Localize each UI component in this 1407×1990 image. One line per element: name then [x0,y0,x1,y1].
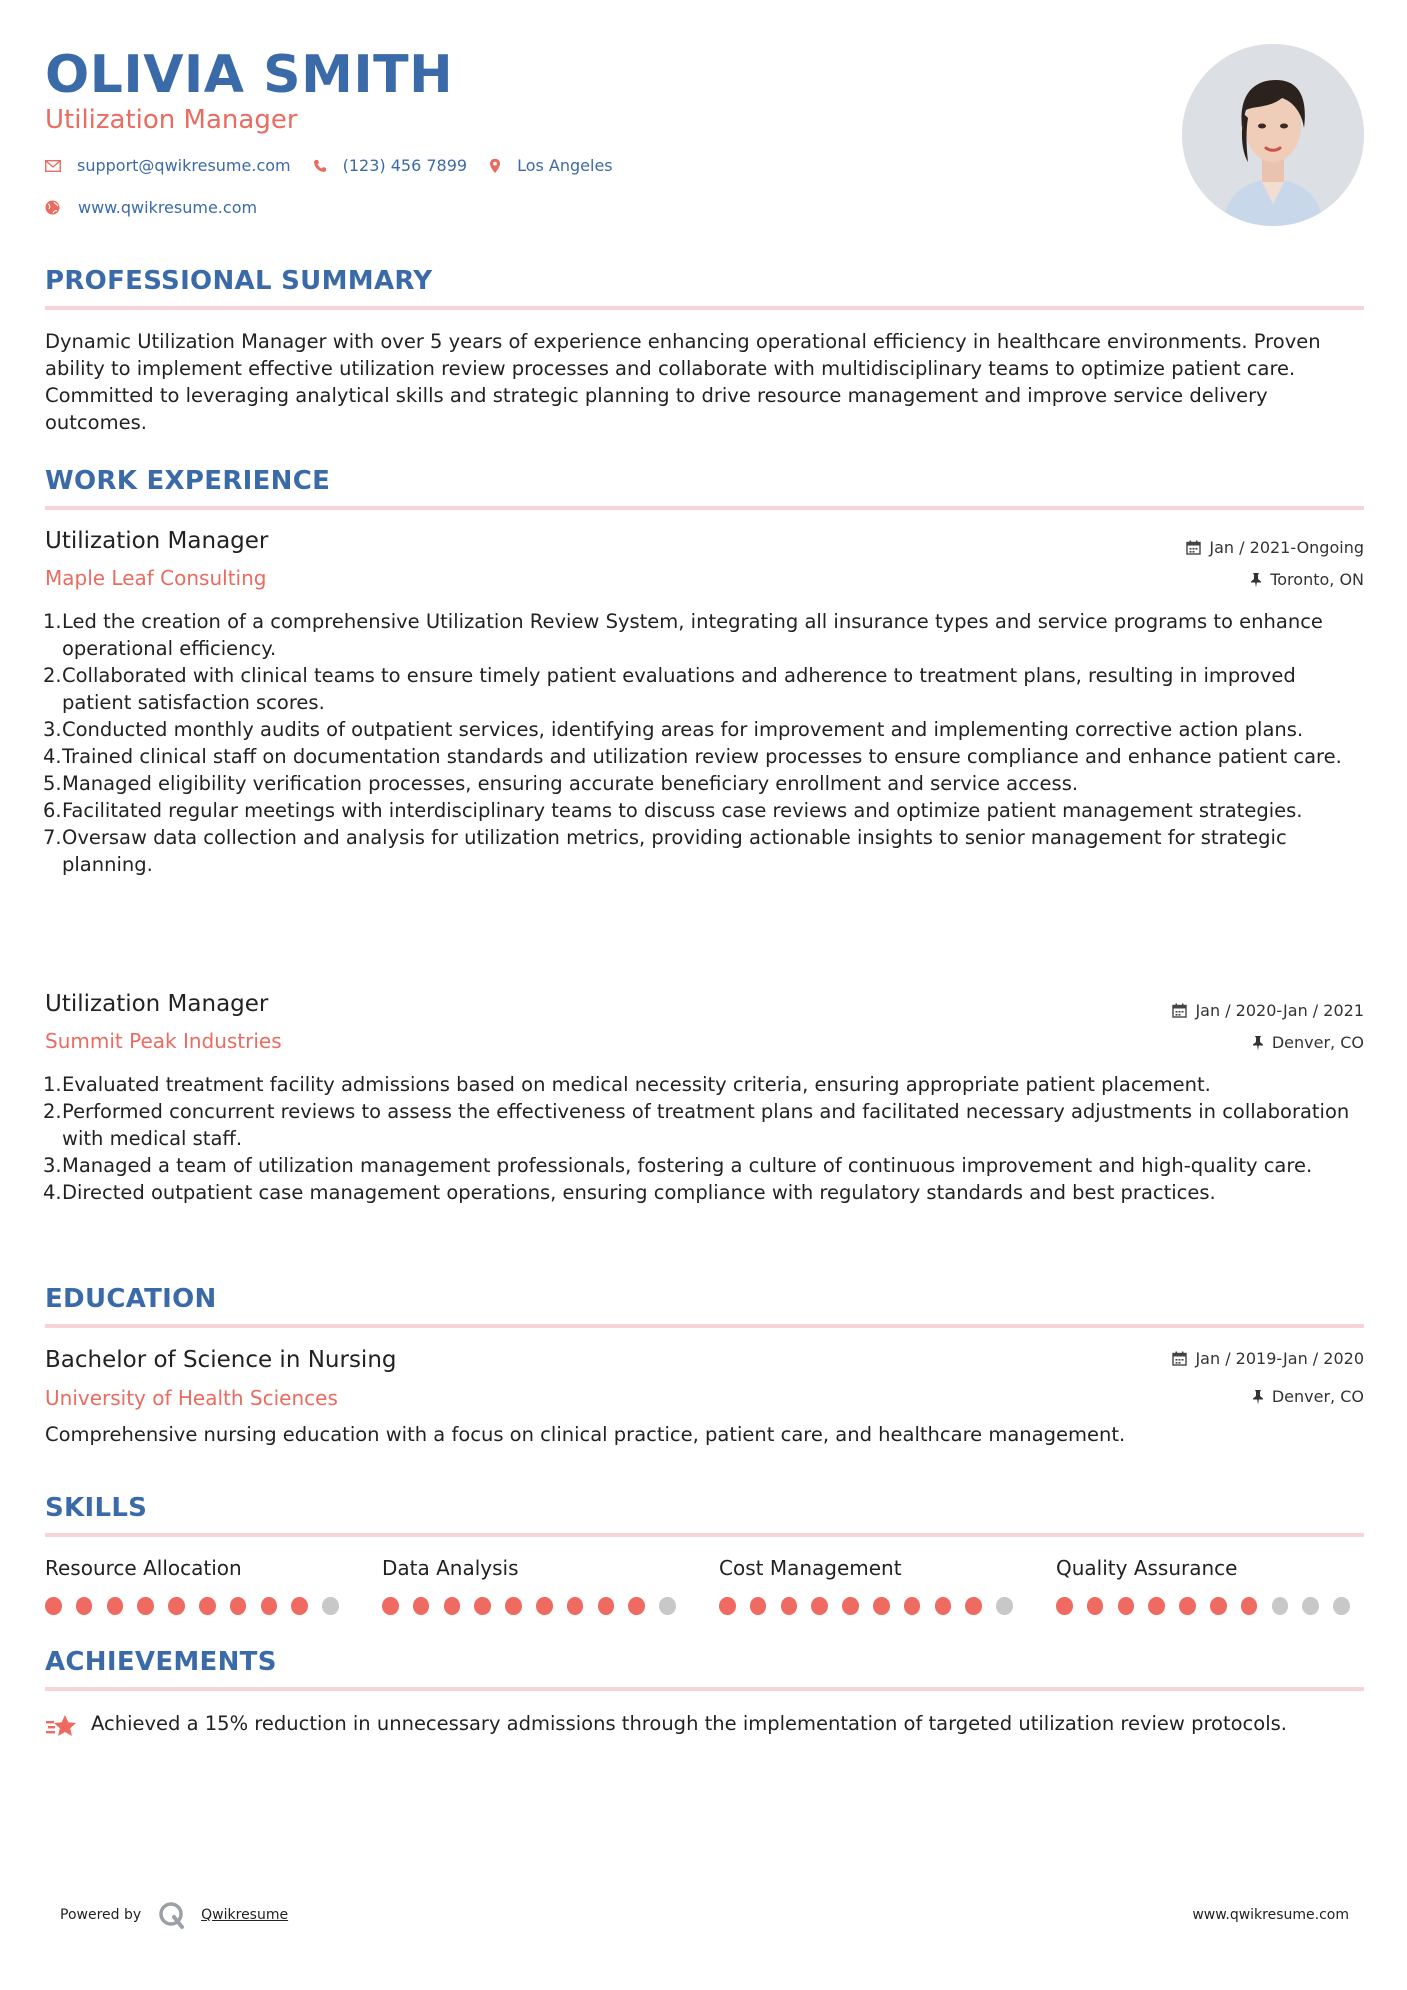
skill-dot-filled [261,1597,278,1615]
powered-by-label: Powered by [60,1907,142,1923]
skill-dot-filled [291,1597,308,1615]
candidate-name: OLIVIA SMITH [45,45,454,105]
job-location [1250,570,1364,589]
job-bullet: Evaluated treatment facility admissions based on medical necessity criteria, ensuring appropriate patient placement. [62,1073,1211,1096]
footer-powered-by [60,1900,288,1930]
job-title: Utilization Manager [45,528,269,554]
job-bullet: Trained clinical staff on documentation standards and utilization review processes to ensure compliance and enhance patient care. [62,745,1342,768]
skill-dot-empty [1272,1597,1289,1615]
skill-dot-filled [904,1597,921,1615]
profile-photo [1182,44,1364,226]
job-bullet: Managed a team of utilization management professionals, fostering a culture of continuous improvement and high-quality care. [62,1154,1313,1177]
pushpin-icon [1252,1389,1264,1405]
skills-divider [45,1533,1364,1537]
skill-dot-filled [935,1597,952,1615]
skill-dot-filled [1210,1597,1227,1615]
job-bullets [45,608,1365,878]
experience-heading: WORK EXPERIENCE [45,466,331,496]
skill-rating [1056,1597,1364,1615]
skill-dot-filled [1056,1597,1073,1615]
education-dates-text: Jan / 2019-Jan / 2020 [1195,1349,1364,1368]
skill-dot-filled [873,1597,890,1615]
skill-dot-filled [842,1597,859,1615]
job-location-text: Toronto, ON [1270,570,1364,589]
degree-title: Bachelor of Science in Nursing [45,1347,397,1373]
qwikresume-logo-icon [157,1900,187,1930]
achievement-item [45,1710,1365,1740]
skill-dot-filled [413,1597,430,1615]
skill-item [45,1555,353,1615]
job-dates-text: Jan / 2021-Ongoing [1209,538,1364,557]
company-name: Summit Peak Industries [45,1029,282,1053]
skill-dot-filled [811,1597,828,1615]
skill-rating [719,1597,1027,1615]
website-text[interactable]: www.qwikresume.com [78,198,258,217]
skill-name: Data Analysis [382,1556,519,1580]
skill-dot-filled [382,1597,399,1615]
summary-text: Dynamic Utilization Manager with over 5 years of experience enhancing operational efficiency in healthcare environments. Proven ability to implement effective utilization review processes and collaborate with multidisciplinary teams to optimize patient care. Committed to leveraging analytical skills and strategic planning to drive resource management and improve service delivery outcomes. [45,330,1321,434]
skill-dot-filled [1118,1597,1135,1615]
contact-email[interactable] [45,156,291,175]
envelope-icon [45,160,61,172]
achievements-divider [45,1687,1364,1691]
job-bullet: Led the creation of a comprehensive Utilization Review System, integrating all insurance types and service programs to enhance operational efficiency. [62,610,1323,660]
job-bullet: Managed eligibility verification processes, ensuring accurate beneficiary enrollment and service access. [62,772,1079,795]
skill-dot-empty [322,1597,339,1615]
skill-dot-filled [719,1597,736,1615]
candidate-role: Utilization Manager [45,105,298,135]
job-bullet: Facilitated regular meetings with interdisciplinary teams to discuss case reviews and optimize patient management strategies. [62,799,1303,822]
skill-dot-empty [659,1597,676,1615]
education-description: Comprehensive nursing education with a focus on clinical practice, patient care, and healthcare management. [45,1423,1126,1446]
education-location-text: Denver, CO [1271,1387,1364,1406]
job-bullet: Oversaw data collection and analysis for utilization metrics, providing actionable insights to senior management for strategic planning. [62,826,1287,876]
school-name: University of Health Sciences [45,1386,338,1410]
skill-dot-filled [199,1597,216,1615]
summary-divider [45,306,1364,310]
skill-dot-filled [107,1597,124,1615]
skill-name: Quality Assurance [1056,1556,1238,1580]
skill-dot-filled [444,1597,461,1615]
job-bullet: Collaborated with clinical teams to ensure timely patient evaluations and adherence to treatment plans, resulting in improved patient satisfaction scores. [62,664,1296,714]
skill-dot-filled [1241,1597,1258,1615]
calendar-icon [1172,1351,1187,1366]
skill-dot-empty [996,1597,1013,1615]
skill-dot-filled [505,1597,522,1615]
education-heading: EDUCATION [45,1284,217,1314]
location-text: Los Angeles [517,156,613,175]
skill-dot-filled [76,1597,93,1615]
job-bullet: Directed outpatient case management operations, ensuring compliance with regulatory standards and best practices. [62,1181,1216,1204]
pushpin-icon [1252,1035,1264,1051]
company-name: Maple Leaf Consulting [45,566,267,590]
job-bullet: Conducted monthly audits of outpatient services, identifying areas for improvement and implementing corrective action plans. [62,718,1304,741]
portrait-image [1182,44,1364,226]
skill-dot-filled [598,1597,615,1615]
skill-name: Cost Management [719,1556,902,1580]
skill-dot-filled [1179,1597,1196,1615]
contact-website[interactable] [45,198,257,217]
contact-phone[interactable] [313,156,467,175]
skills-heading: SKILLS [45,1493,148,1523]
skill-dot-filled [137,1597,154,1615]
skill-item [719,1555,1027,1615]
skill-dot-filled [45,1597,62,1615]
skill-dot-filled [1087,1597,1104,1615]
contact-location [489,156,613,175]
skill-dot-filled [750,1597,767,1615]
phone-icon [313,159,327,173]
job-location-text: Denver, CO [1271,1033,1364,1052]
skill-dot-empty [1333,1597,1350,1615]
calendar-icon [1172,1003,1187,1018]
map-pin-icon [489,158,501,174]
email-text[interactable]: support@qwikresume.com [77,156,291,175]
skill-name: Resource Allocation [45,1556,242,1580]
job-bullet: Performed concurrent reviews to assess the effectiveness of treatment plans and facilitated necessary adjustments in collaboration with medical staff. [62,1100,1350,1150]
skill-rating [382,1597,690,1615]
job-bullets [45,1071,1365,1206]
skill-dot-filled [628,1597,645,1615]
experience-divider [45,506,1364,510]
education-divider [45,1324,1364,1328]
skill-dot-filled [1148,1597,1165,1615]
skill-dot-filled [536,1597,553,1615]
job-dates [1172,1001,1364,1020]
job-title: Utilization Manager [45,991,269,1017]
skill-dot-filled [230,1597,247,1615]
job-location [1252,1033,1364,1052]
job-dates-text: Jan / 2020-Jan / 2021 [1195,1001,1364,1020]
summary-heading: PROFESSIONAL SUMMARY [45,266,433,296]
phone-text: (123) 456 7899 [342,156,468,175]
education-dates [1172,1349,1364,1368]
footer-url[interactable]: www.qwikresume.com [1192,1907,1349,1923]
qwikresume-link[interactable]: Qwikresume [201,1907,289,1923]
calendar-icon [1186,540,1201,555]
skill-dot-filled [965,1597,982,1615]
pushpin-icon [1250,572,1262,588]
education-location [1252,1387,1364,1406]
skill-item [382,1555,690,1615]
skill-dot-filled [474,1597,491,1615]
skill-dot-filled [781,1597,798,1615]
globe-icon [45,200,60,215]
skill-dot-empty [1302,1597,1319,1615]
skill-rating [45,1597,353,1615]
skill-dot-filled [168,1597,185,1615]
achievement-text: Achieved a 15% reduction in unnecessary admissions through the implementation of targeted utilization review protocols. [91,1712,1287,1735]
skill-item [1056,1555,1364,1615]
star-icon [45,1712,79,1740]
achievements-heading: ACHIEVEMENTS [45,1647,277,1677]
contact-row [45,156,635,175]
skill-dot-filled [567,1597,584,1615]
job-dates [1186,538,1364,557]
